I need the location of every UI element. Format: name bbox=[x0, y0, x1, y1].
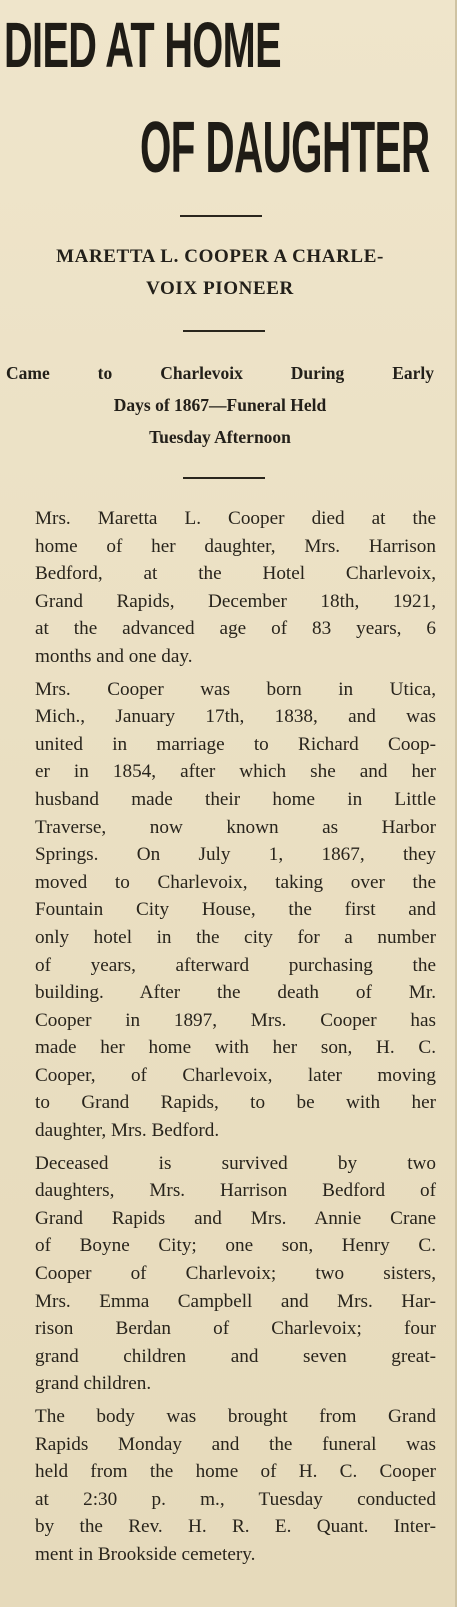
divider-rule bbox=[183, 330, 265, 332]
text-line: only hotel in the city for a number bbox=[35, 926, 436, 948]
text-line: rison Berdan of Charlevoix; four bbox=[35, 1318, 436, 1340]
deck-summary bbox=[6, 357, 434, 453]
deck-line-1: Came to Charlevoix During Early bbox=[6, 363, 434, 383]
text-line: at 2:30 p. m., Tuesday conducted bbox=[35, 1488, 436, 1510]
text-line: Rapids Monday and the funeral was bbox=[35, 1433, 436, 1455]
text-line: Deceased is survived by two bbox=[35, 1152, 436, 1174]
text-line: united in marriage to Richard Coop- bbox=[35, 733, 436, 755]
text-line: Cooper, of Charlevoix, later moving bbox=[35, 1064, 436, 1086]
text-line: ment in Brookside cemetery. bbox=[35, 1543, 256, 1565]
text-line: Cooper of Charlevoix; two sisters, bbox=[35, 1263, 436, 1285]
text-line: Mich., January 17th, 1838, and was bbox=[35, 706, 436, 728]
text-line: daughters, Mrs. Harrison Bedford of bbox=[35, 1180, 436, 1202]
paragraph-1 bbox=[8, 505, 436, 671]
text-line: grand children and seven great- bbox=[35, 1345, 436, 1367]
divider-rule bbox=[183, 477, 265, 479]
text-line: Mrs. Cooper was born in Utica, bbox=[35, 678, 436, 700]
divider-rule bbox=[180, 215, 262, 217]
text-line: Springs. On July 1, 1867, they bbox=[35, 844, 436, 866]
deck-line-3: Tuesday Afternoon bbox=[149, 427, 291, 447]
text-line: held from the home of H. C. Cooper bbox=[35, 1461, 436, 1483]
text-line: made her home with her son, H. C. bbox=[35, 1037, 436, 1059]
text-line: Fountain City House, the first and bbox=[35, 899, 436, 921]
text-line: Grand Rapids, December 18th, 1921, bbox=[35, 590, 436, 612]
text-line: building. After the death of Mr. bbox=[35, 982, 436, 1004]
paragraph-4 bbox=[8, 1403, 436, 1569]
text-line: er in 1854, after which she and her bbox=[35, 761, 436, 783]
text-line: to Grand Rapids, to be with her bbox=[35, 1092, 436, 1114]
text-line: of years, afterward purchasing the bbox=[35, 954, 436, 976]
text-line: months and one day. bbox=[35, 645, 193, 667]
text-line: daughter, Mrs. Bedford. bbox=[35, 1120, 220, 1142]
text-line: husband made their home in Little bbox=[35, 788, 436, 810]
article-body bbox=[8, 505, 436, 1574]
paragraph-3 bbox=[8, 1150, 436, 1398]
headline-line-1: DIED AT HOME bbox=[4, 9, 281, 81]
subheadline-line-1: MARETTA L. COOPER A CHARLE- bbox=[56, 246, 384, 267]
text-line: grand children. bbox=[35, 1373, 152, 1395]
text-line: Grand Rapids and Mrs. Annie Crane bbox=[35, 1207, 436, 1229]
text-line: moved to Charlevoix, taking over the bbox=[35, 871, 436, 893]
text-line: Mrs. Emma Campbell and Mrs. Har- bbox=[35, 1290, 436, 1312]
deck-line-2: Days of 1867—Funeral Held bbox=[113, 395, 327, 415]
headline-line-2: OF DAUGHTER bbox=[140, 108, 430, 188]
text-line: Cooper in 1897, Mrs. Cooper has bbox=[35, 1009, 436, 1031]
text-line: of Boyne City; one son, Henry C. bbox=[35, 1235, 436, 1257]
text-line: Traverse, now known as Harbor bbox=[35, 816, 436, 838]
text-line: by the Rev. H. R. E. Quant. Inter- bbox=[35, 1516, 436, 1538]
text-line: at the advanced age of 83 years, 6 bbox=[35, 618, 436, 640]
text-line: Mrs. Maretta L. Cooper died at the bbox=[35, 508, 436, 529]
subheadline bbox=[0, 241, 440, 305]
text-line: The body was brought from Grand bbox=[35, 1406, 436, 1427]
text-line: home of her daughter, Mrs. Harrison bbox=[35, 535, 436, 557]
text-line: Bedford, at the Hotel Charlevoix, bbox=[35, 563, 436, 585]
subheadline-line-2: VOIX PIONEER bbox=[146, 278, 294, 299]
paragraph-2 bbox=[8, 676, 436, 1145]
